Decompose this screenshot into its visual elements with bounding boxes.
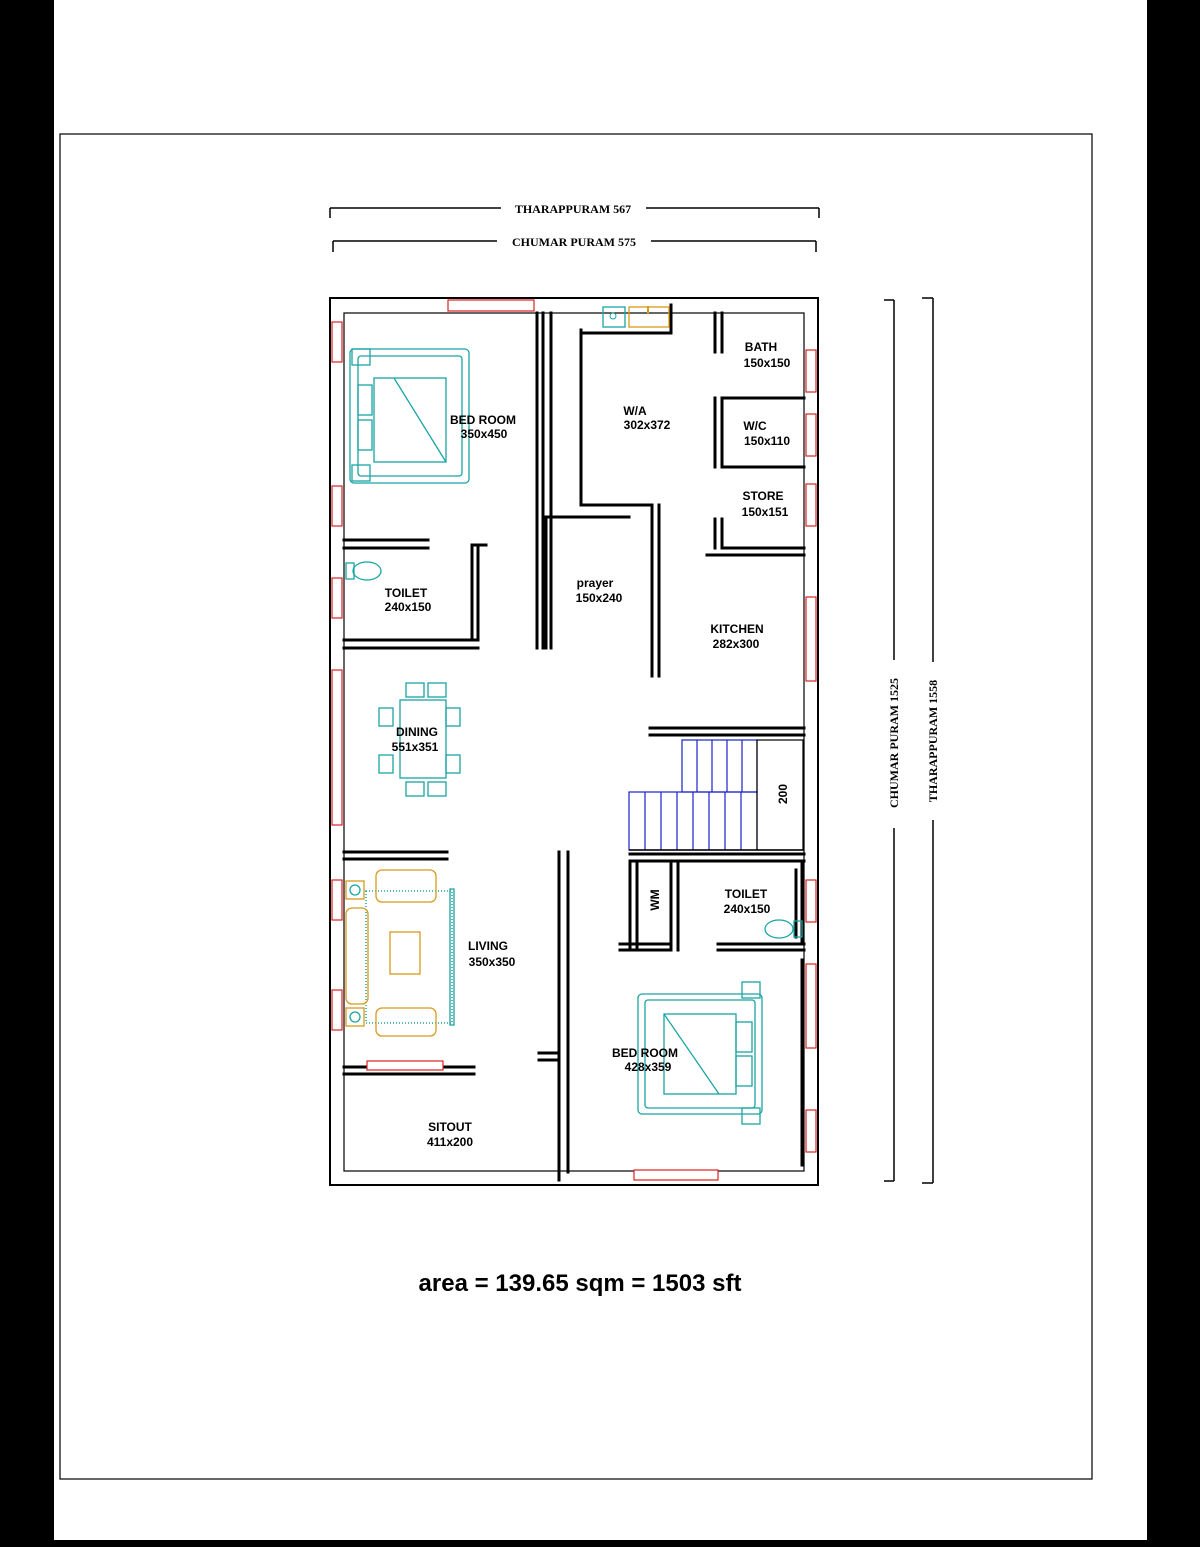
sink-icon	[603, 306, 669, 327]
sitout-name: SITOUT	[428, 1120, 472, 1134]
room-label-dining	[392, 725, 439, 754]
room-label-toilet-2	[724, 887, 771, 916]
room-label-sitout	[427, 1120, 473, 1149]
room-label-bedroom-1	[450, 413, 516, 441]
right-dimension-outer-label: THARAPPURAM 1558	[926, 679, 940, 803]
bedroom-1-size: 350x450	[460, 427, 508, 441]
toilet-1-size: 240x150	[384, 600, 432, 614]
prayer-name: prayer	[576, 576, 614, 590]
room-label-wc	[743, 419, 790, 448]
top-dimension-outer-label: THARAPPURAM 567	[514, 202, 632, 216]
toilet-1-name: TOILET	[384, 586, 428, 600]
toilet-2-name: TOILET	[724, 887, 768, 901]
top-dimension-inner-label: CHUMAR PURAM 575	[512, 235, 636, 249]
living-size: 350x350	[468, 955, 516, 969]
bath-size: 150x150	[743, 356, 791, 370]
dining-size: 551x351	[391, 740, 439, 754]
room-label-prayer	[576, 576, 623, 605]
sitout-size: 411x200	[426, 1135, 474, 1149]
wc-size: 150x110	[743, 434, 791, 448]
kitchen-size: 282x300	[712, 637, 760, 651]
toilet-1-icon	[346, 562, 381, 580]
store-size: 150x151	[741, 505, 789, 519]
toilet-2-size: 240x150	[723, 902, 771, 916]
dining-name: DINING	[396, 725, 438, 739]
floor-plan	[54, 0, 1147, 1540]
right-dimension-inner	[884, 300, 901, 1181]
room-label-toilet-1	[385, 586, 432, 614]
room-label-kitchen	[710, 622, 763, 651]
wa-name: W/A	[623, 404, 647, 418]
living-name: LIVING	[467, 939, 509, 953]
bedroom-2-size: 428x359	[624, 1060, 672, 1074]
bath-name: BATH	[744, 340, 778, 354]
top-dimension-inner	[333, 235, 816, 252]
wa-size: 302x372	[623, 418, 671, 432]
right-dimension-inner-label: CHUMAR PURAM 1525	[887, 678, 901, 808]
drawing-sheet	[54, 0, 1147, 1540]
room-label-living	[468, 939, 516, 969]
area-note: area = 139.65 sqm = 1503 sft	[418, 1270, 742, 1297]
room-label-bath	[744, 340, 791, 370]
top-dimension-outer	[330, 202, 819, 218]
room-label-wa	[623, 404, 670, 432]
prayer-size: 150x240	[575, 591, 623, 605]
bedroom-1-name: BED ROOM	[450, 413, 516, 427]
room-label-bedroom-2	[612, 1046, 678, 1074]
wm-label: WM	[648, 889, 662, 911]
right-dimension-outer	[922, 298, 940, 1183]
sofa-set-icon	[346, 870, 454, 1036]
bedroom-2-name: BED ROOM	[612, 1046, 678, 1060]
room-label-store	[742, 489, 789, 519]
wc-name: W/C	[743, 419, 767, 433]
stair-width-label: 200	[776, 783, 790, 805]
kitchen-name: KITCHEN	[710, 622, 764, 636]
store-name: STORE	[742, 489, 784, 503]
